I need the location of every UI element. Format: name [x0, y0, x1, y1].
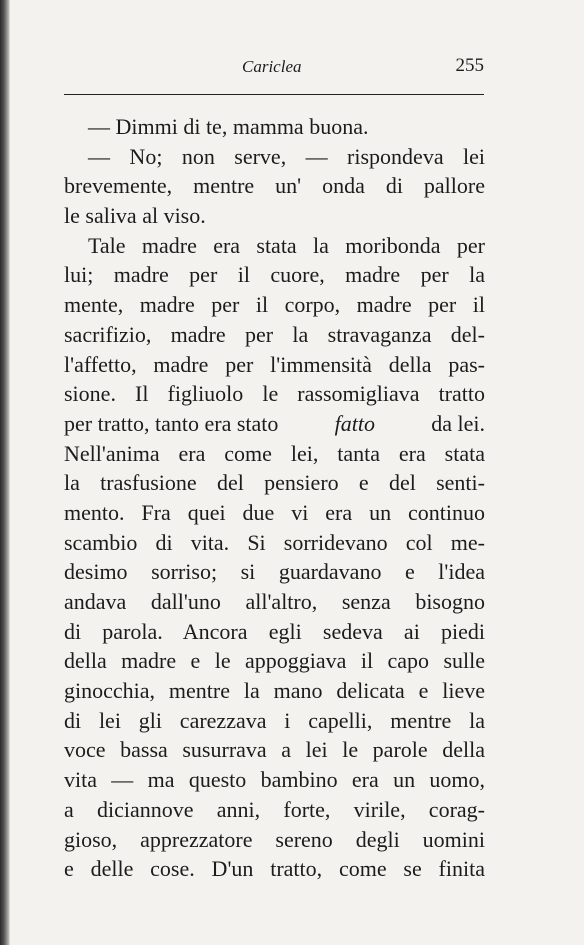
text-line: Nell'anima era come lei, tanta era stata	[64, 440, 485, 466]
text-line: sacrifizio, madre per la stravaganza del-	[64, 321, 485, 347]
text-line: a diciannove anni, forte, virile, corag-	[64, 796, 485, 822]
text-line: di lei gli carezzava i capelli, mentre la	[64, 707, 485, 733]
text-line: di parola. Ancora egli sedeva ai piedi	[64, 618, 485, 644]
text-line: — No; non serve, — rispondeva lei	[88, 143, 485, 169]
text-line: la trasfusione del pensiero e del senti-	[64, 470, 485, 496]
text-line: brevemente, mentre un' onda di pallore	[64, 173, 485, 199]
text-line: voce bassa susurrava a lei le parole della	[64, 737, 485, 763]
text-line: ginocchia, mentre la mano delicata e lieve	[64, 678, 485, 704]
text-line: mente, madre per il corpo, madre per il	[64, 292, 485, 318]
text-line: mento. Fra quei due vi era un continuo	[64, 499, 485, 525]
text-line: gioso, apprezzatore sereno degli uomini	[64, 826, 485, 852]
text-line: sione. Il figliuolo le rassomigliava tratto	[64, 381, 485, 407]
text-line: andava dall'uno all'altro, senza bisogno	[64, 589, 485, 614]
text-segment: per tratto, tanto era stato	[64, 410, 284, 436]
text-line: della madre e le appoggiava il capo sulle	[64, 648, 485, 674]
text-line	[64, 409, 485, 439]
body-text	[64, 112, 485, 884]
text-segment: da lei.	[425, 410, 485, 436]
italic-word: fatto	[334, 410, 375, 436]
text-line: Tale madre era stata la moribonda per	[88, 232, 485, 258]
text-line: l'affetto, madre per l'immensità della pas-	[64, 351, 485, 377]
running-title: Cariclea	[242, 57, 302, 76]
text-line: lui; madre per il cuore, madre per la	[64, 262, 485, 288]
page-number: 255	[455, 55, 484, 76]
text-line: — Dimmi di te, mamma buona.	[88, 114, 369, 139]
text-line: le saliva al viso.	[64, 203, 206, 229]
text-line: e delle cose. D'un tratto, come se finita	[64, 856, 485, 882]
text-line: vita — ma questo bambino era un uomo,	[64, 767, 485, 793]
text-line: desimo sorriso; si guardavano e l'idea	[64, 559, 485, 585]
running-head	[62, 55, 484, 83]
header-rule	[64, 94, 484, 95]
page-gutter-shadow	[0, 0, 10, 945]
text-line: scambio di vita. Si sorridevano col me-	[64, 529, 485, 555]
